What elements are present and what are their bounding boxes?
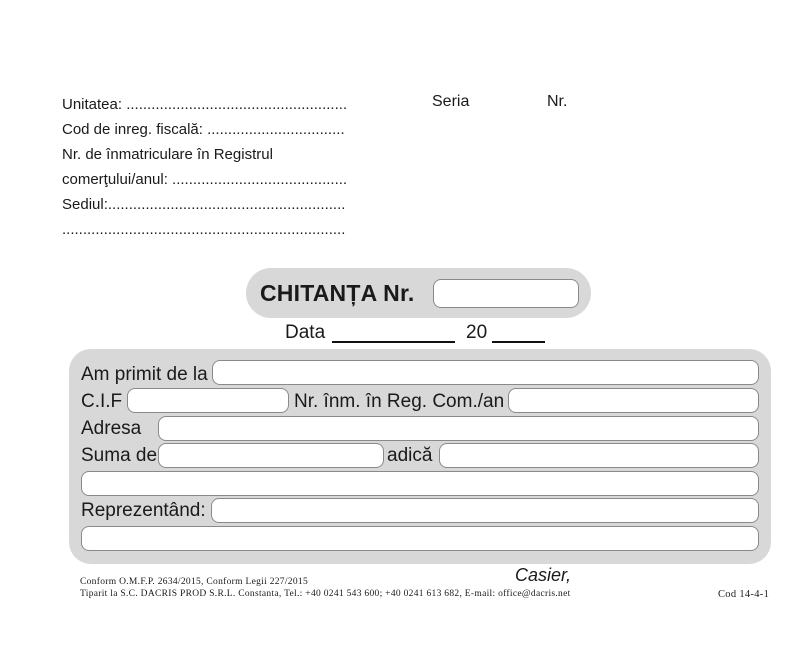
nr-inm-label: Nr. înm. în Reg. Com./an: [294, 391, 505, 412]
address-dots-line: ....................................................................: [62, 221, 346, 238]
printer-info-text: Tiparit la S.C. DACRIS PROD S.R.L. Constanta, Tel.: +40 0241 543 600; +40 0241 613 682, E-mail: office@dacris.net: [80, 589, 571, 599]
sediul-line: Sediul:.........................................................: [62, 196, 346, 213]
adresa-label: Adresa: [81, 418, 142, 439]
suma-field[interactable]: [158, 443, 384, 468]
seria-label: Seria: [432, 93, 470, 110]
data-label: Data: [285, 322, 326, 343]
nr-inm-field[interactable]: [508, 388, 759, 413]
date-underline[interactable]: [332, 341, 455, 343]
receipt-form-panel: [69, 349, 771, 564]
adica-label: adică: [387, 445, 433, 466]
form-code: Cod 14-4-1: [718, 589, 770, 600]
cif-field[interactable]: [127, 388, 289, 413]
reprezentand-field[interactable]: [211, 498, 759, 523]
unitatea-line: Unitatea: .....................................................: [62, 96, 348, 113]
cif-label: C.I.F: [81, 391, 123, 412]
casier-label: Casier,: [515, 565, 572, 585]
reprezentand-label: Reprezentând:: [81, 500, 206, 521]
suma-continuation-field[interactable]: [81, 471, 759, 496]
nr-inmatriculare-line: Nr. de înmatriculare în Registrul: [62, 146, 273, 163]
cod-fiscal-line: Cod de inreg. fiscală: .................................: [62, 121, 345, 138]
year-underline[interactable]: [492, 341, 545, 343]
conform-text: Conform O.M.F.P. 2634/2015, Conform Legii 227/2015: [80, 577, 308, 587]
am-primit-field[interactable]: [212, 360, 759, 385]
reprezentand-continuation-field[interactable]: [81, 526, 759, 551]
adica-field[interactable]: [439, 443, 759, 468]
am-primit-label: Am primit de la: [81, 364, 208, 385]
receipt-title: CHITANȚA Nr.: [260, 280, 415, 306]
comertului-line: comerţului/anul: ..........................................: [62, 171, 348, 188]
suma-label: Suma de: [81, 445, 158, 466]
year-label: 20: [466, 322, 488, 343]
adresa-field[interactable]: [158, 416, 759, 441]
nr-label: Nr.: [547, 93, 568, 110]
receipt-title-box: [246, 268, 591, 318]
receipt-number-field[interactable]: [433, 279, 579, 308]
